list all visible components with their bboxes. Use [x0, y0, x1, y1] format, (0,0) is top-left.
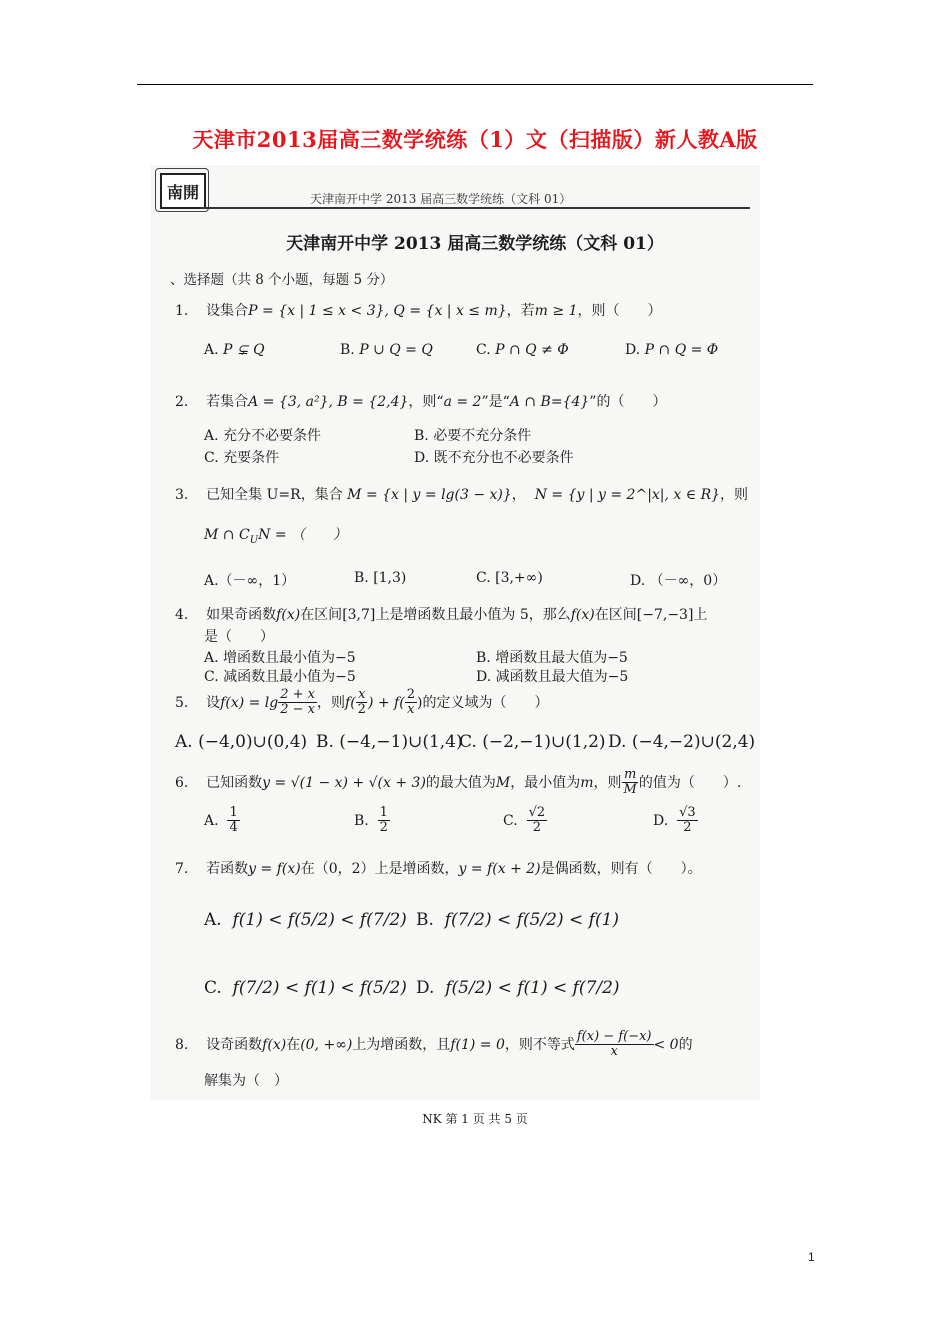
- q3-option-c: C. [3,+∞): [476, 570, 543, 586]
- text-fragment: 上: [693, 607, 708, 623]
- text-fragment: P ∩ Q ≠ Φ: [495, 342, 569, 358]
- text-fragment: M: [623, 782, 637, 798]
- text-fragment: y = f(x): [248, 861, 301, 877]
- text-fragment: M ∩ C: [204, 527, 250, 543]
- question-4-line-2: 是（ ）: [204, 629, 274, 645]
- question-1: [175, 300, 662, 320]
- text-fragment: 4: [229, 820, 238, 836]
- text-fragment: 的值为（ ）.: [638, 774, 742, 791]
- text-fragment: 在: [286, 1036, 301, 1053]
- text-fragment: 是偶函数，则有（ ）。: [540, 861, 702, 877]
- text-fragment: f(x): [570, 607, 595, 623]
- q7-option-a: [204, 910, 407, 930]
- text-fragment: P ∩ Q = Φ: [644, 342, 719, 358]
- q7-option-b: [416, 910, 619, 930]
- question-8: [175, 1030, 693, 1060]
- text-fragment: 如果奇函数: [206, 607, 277, 623]
- text-fragment: M: [495, 774, 511, 791]
- q5-option-b: B. (−4,−1)∪(1,4): [316, 732, 463, 752]
- text-fragment: f(7/2) < f(5/2) < f(1): [444, 910, 620, 930]
- text-fragment: )的定义域为（ ）: [416, 694, 549, 711]
- exam-title: 天津南开中学 2013 届高三数学统练（文科 01）: [286, 234, 664, 254]
- text-fragment: 2.: [175, 394, 189, 410]
- text-fragment: < 0: [653, 1036, 679, 1053]
- text-fragment: M = {x | y = lg(3 − x)}: [347, 487, 512, 503]
- text-fragment: N = {y | y = 2^|x|, x ∈ R}: [534, 487, 721, 503]
- q5-option-c: C. (−2,−1)∪(1,2): [459, 732, 606, 752]
- text-fragment: N = （ ）: [258, 527, 348, 543]
- page-footer: NK 第 1 页 共 5 页: [422, 1112, 528, 1126]
- text-fragment: f(x) = lg: [220, 694, 279, 711]
- top-rule: [137, 84, 813, 85]
- text-fragment: 3.: [175, 487, 189, 503]
- question-3: [175, 484, 748, 504]
- q4-option-a: A. 增函数且最小值为−5: [204, 650, 356, 666]
- text-fragment: 2 − x: [280, 702, 316, 718]
- text-fragment: 1: [379, 805, 388, 820]
- text-fragment: 设奇函数: [206, 1036, 263, 1053]
- fraction: [527, 806, 548, 836]
- text-fragment: [3,7]: [342, 607, 376, 623]
- text-fragment: 若函数: [206, 861, 249, 877]
- text-fragment: f(1) = 0: [450, 1036, 505, 1053]
- text-fragment: 的最大值为: [425, 774, 496, 791]
- text-fragment: P ⊊ Q: [223, 342, 265, 358]
- text-fragment: D.: [653, 812, 669, 829]
- text-fragment: m: [624, 767, 637, 782]
- text-fragment: √2: [528, 805, 546, 820]
- text-fragment: x: [407, 702, 415, 718]
- q5-option-a: A. (−4,0)∪(0,4): [175, 732, 308, 752]
- text-fragment: f(: [345, 694, 356, 711]
- text-fragment: 上是增函数且最小值为 5，那么: [375, 607, 571, 623]
- q6-option-c: [503, 806, 547, 836]
- text-fragment: 7.: [175, 861, 189, 877]
- logo-glyph: 南開: [166, 182, 199, 202]
- q2-option-a: A. 充分不必要条件: [204, 428, 322, 444]
- text-fragment: 2: [532, 820, 541, 836]
- text-fragment: 2: [406, 687, 415, 702]
- text-fragment: B.: [354, 812, 369, 829]
- text-fragment: B.: [416, 910, 434, 930]
- q4-option-d: D. 减函数且最大值为−5: [476, 669, 629, 685]
- text-fragment: 6.: [175, 774, 189, 791]
- question-3-line-2: [204, 524, 347, 546]
- header-rule: [200, 207, 750, 209]
- q-text: ，则（ ）: [577, 303, 662, 319]
- text-fragment: x: [358, 687, 366, 702]
- text-fragment: A.: [204, 342, 219, 358]
- q3-option-b: B. [1,3): [354, 570, 407, 586]
- section-heading: 、选择题（共 8 个小题，每题 5 分）: [170, 272, 394, 288]
- text-fragment: f(1) < f(5/2) < f(7/2): [232, 910, 407, 930]
- text-fragment: 已知函数: [206, 774, 263, 791]
- text-fragment: A.: [204, 910, 222, 930]
- text-fragment: A = {3, a²}, B = {2,4}: [248, 394, 409, 410]
- text-fragment: 若集合: [206, 394, 249, 410]
- text-fragment: 的: [678, 1036, 693, 1053]
- text-fragment: y = √(1 − x) + √(x + 3): [262, 774, 426, 791]
- page-number: 1: [808, 1250, 815, 1264]
- q2-option-b: B. 必要不充分条件: [414, 428, 532, 444]
- q-text: 设集合: [206, 303, 249, 319]
- text-fragment: ，则不等式: [504, 1036, 575, 1053]
- q3-option-a: A.（－∞，1）: [204, 573, 296, 589]
- q3-option-d: D. （－∞，0）: [630, 573, 727, 589]
- question-7: [175, 858, 702, 878]
- text-fragment: ”的（ ）: [589, 394, 667, 410]
- text-fragment: 4.: [175, 607, 189, 623]
- fraction: [356, 688, 368, 718]
- text-fragment: A.: [204, 812, 219, 829]
- q-math: m ≥ 1: [534, 303, 578, 319]
- text-fragment: P ∪ Q = Q: [359, 342, 433, 358]
- q7-option-c: [204, 978, 407, 998]
- q-number: 1.: [175, 303, 189, 319]
- text-fragment: x: [610, 1044, 618, 1060]
- text-fragment: 5.: [175, 694, 189, 711]
- text-fragment: [−7,−3]: [636, 607, 694, 623]
- q6-option-d: [653, 806, 698, 836]
- text-fragment: C.: [503, 812, 518, 829]
- text-fragment: 已知全集 U=R，集合: [206, 487, 343, 503]
- question-2: [175, 391, 666, 411]
- text-fragment: a = 2: [443, 394, 482, 410]
- text-fragment: f(x) − f(−x): [576, 1029, 652, 1044]
- text-fragment: ，则: [720, 487, 749, 503]
- text-fragment: D.: [416, 978, 435, 998]
- text-fragment: f(7/2) < f(1) < f(5/2): [232, 978, 407, 998]
- text-fragment: 在区间: [300, 607, 343, 623]
- q4-option-c: C. 减函数且最小值为−5: [204, 669, 356, 685]
- text-fragment: A ∩ B={4}: [509, 394, 590, 410]
- text-fragment: m: [580, 774, 594, 791]
- running-header: 天津南开中学 2013 届高三数学统练（文科 01）: [310, 192, 572, 206]
- text-fragment: 在（0，2）上是增函数，: [300, 861, 459, 877]
- text-fragment: 2: [379, 820, 388, 836]
- text-fragment: ，则: [593, 774, 622, 791]
- question-6: [175, 768, 741, 798]
- q4-option-b: B. 增函数且最大值为−5: [476, 650, 628, 666]
- text-fragment: y = f(x + 2): [458, 861, 541, 877]
- fraction: [227, 806, 239, 836]
- q1-option-a: [204, 342, 265, 358]
- text-fragment: 8.: [175, 1036, 189, 1053]
- text-fragment: 设: [206, 694, 221, 711]
- text-fragment: ) + f(: [367, 694, 405, 711]
- text-fragment: D.: [625, 342, 641, 358]
- q1-option-c: [476, 342, 569, 358]
- logo-frame: [155, 168, 209, 212]
- school-logo: [160, 173, 206, 209]
- fraction: [278, 688, 317, 718]
- fraction: [677, 806, 698, 836]
- q2-option-d: D. 既不充分也不必要条件: [414, 450, 574, 466]
- q-text: ，若: [506, 303, 535, 319]
- text-fragment: ，则“: [408, 394, 444, 410]
- document-title: 天津市2013届高三数学统练（1）文（扫描版）新人教A版: [192, 127, 758, 152]
- q6-option-b: [354, 806, 390, 836]
- q7-option-d: [416, 978, 620, 998]
- text-fragment: 1: [229, 805, 238, 820]
- question-8-line-2: 解集为（ ）: [204, 1073, 288, 1089]
- text-fragment: (0, +∞): [300, 1036, 353, 1053]
- fraction: [378, 806, 390, 836]
- q5-option-d: D. (−4,−2)∪(2,4): [608, 732, 756, 752]
- text-fragment: C.: [476, 342, 491, 358]
- text-fragment: U: [249, 534, 259, 546]
- q1-option-d: [625, 342, 718, 358]
- text-fragment: ”是“: [481, 394, 510, 410]
- text-fragment: 2 + x: [280, 687, 316, 702]
- text-fragment: 上为增函数，且: [352, 1036, 451, 1053]
- q6-option-a: [204, 806, 240, 836]
- q2-option-c: C. 充要条件: [204, 450, 280, 466]
- fraction: [575, 1030, 654, 1060]
- text-fragment: 2: [357, 702, 366, 718]
- text-fragment: √3: [679, 805, 696, 820]
- text-fragment: f(x): [262, 1036, 287, 1053]
- text-fragment: 2: [683, 820, 692, 836]
- text-fragment: f(5/2) < f(1) < f(7/2): [445, 978, 620, 998]
- text-fragment: f(x): [276, 607, 301, 623]
- text-fragment: ，则: [317, 694, 346, 711]
- text-fragment: ，: [511, 487, 526, 503]
- text-fragment: 在区间: [594, 607, 637, 623]
- q1-option-b: [340, 342, 433, 358]
- fraction: [622, 768, 639, 798]
- q-math: P = {x | 1 ≤ x < 3}, Q = {x | x ≤ m}: [248, 303, 507, 319]
- text-fragment: B.: [340, 342, 355, 358]
- question-4: [175, 604, 707, 624]
- question-5: [175, 688, 548, 718]
- text-fragment: C.: [204, 978, 222, 998]
- text-fragment: ，最小值为: [510, 774, 581, 791]
- fraction: [405, 688, 417, 718]
